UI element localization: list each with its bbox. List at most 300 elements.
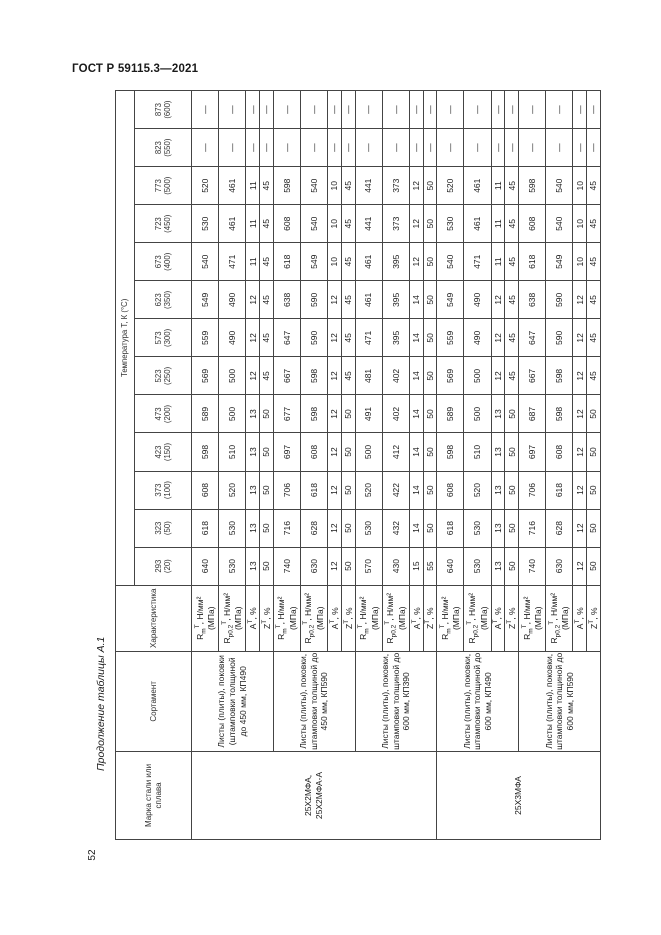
header-sortament: Сортамент xyxy=(116,651,192,751)
value-cell: — xyxy=(300,91,327,129)
value-cell: 608 xyxy=(437,471,464,509)
value-cell: 441 xyxy=(355,167,382,205)
value-cell: 530 xyxy=(355,509,382,547)
value-cell: 45 xyxy=(587,357,601,395)
value-cell: 14 xyxy=(409,319,423,357)
value-cell: 510 xyxy=(219,433,246,471)
value-cell: 15 xyxy=(409,547,423,585)
value-cell: 50 xyxy=(260,509,274,547)
value-cell: 12 xyxy=(573,509,587,547)
value-cell: — xyxy=(423,91,437,129)
header-temperature-2: 373 (100) xyxy=(135,471,192,509)
characteristic-cell: $A^T$, % xyxy=(409,585,423,651)
value-cell: 540 xyxy=(546,167,573,205)
value-cell: 618 xyxy=(437,509,464,547)
value-cell: 12 xyxy=(491,281,505,319)
header-temperature-10: 773 (500) xyxy=(135,167,192,205)
value-cell: 12 xyxy=(246,281,260,319)
value-cell: 590 xyxy=(300,319,327,357)
table-row xyxy=(355,91,382,840)
value-cell: — xyxy=(341,129,355,167)
value-cell: 373 xyxy=(382,167,409,205)
value-cell: 12 xyxy=(409,205,423,243)
value-cell: — xyxy=(246,91,260,129)
value-cell: 608 xyxy=(546,433,573,471)
value-cell: 50 xyxy=(587,471,601,509)
value-cell: 45 xyxy=(505,167,519,205)
value-cell: 50 xyxy=(423,395,437,433)
table-caption: Продолжение таблицы А.1 xyxy=(95,636,107,771)
characteristic-cell: $R_{p0,2}^T$, Н/мм² (МПа) xyxy=(219,585,246,651)
characteristic-cell: $R_{p0,2}^T$, Н/мм² (МПа) xyxy=(300,585,327,651)
value-cell: 45 xyxy=(260,357,274,395)
grade-cell: 25Х2МФА, 25Х2МФА-А xyxy=(192,751,437,839)
value-cell: — xyxy=(437,129,464,167)
value-cell: 490 xyxy=(219,319,246,357)
value-cell: 618 xyxy=(519,243,546,281)
value-cell: 10 xyxy=(328,243,342,281)
value-cell: 10 xyxy=(328,205,342,243)
value-cell: 500 xyxy=(219,395,246,433)
value-cell: 608 xyxy=(519,205,546,243)
value-cell: 395 xyxy=(382,243,409,281)
value-cell: 12 xyxy=(328,471,342,509)
value-cell: 50 xyxy=(423,167,437,205)
value-cell: 530 xyxy=(437,205,464,243)
value-cell: 50 xyxy=(587,509,601,547)
value-cell: 12 xyxy=(409,167,423,205)
sortament-cell: Листы (плиты), поковки, штамповки толщиной до 600 мм, КП590 xyxy=(519,651,601,751)
value-cell: 13 xyxy=(246,509,260,547)
value-cell: 740 xyxy=(519,547,546,585)
value-cell: 45 xyxy=(260,243,274,281)
value-cell: 50 xyxy=(587,547,601,585)
value-cell: 608 xyxy=(300,433,327,471)
value-cell: 50 xyxy=(423,319,437,357)
value-cell: — xyxy=(273,91,300,129)
value-cell: 520 xyxy=(464,471,491,509)
value-cell: — xyxy=(546,91,573,129)
value-cell: 13 xyxy=(491,547,505,585)
value-cell: 590 xyxy=(300,281,327,319)
characteristic-cell: $R_m^T$, Н/мм² (МПа) xyxy=(519,585,546,651)
value-cell: 491 xyxy=(355,395,382,433)
value-cell: — xyxy=(192,129,219,167)
value-cell: 50 xyxy=(587,433,601,471)
value-cell: — xyxy=(464,129,491,167)
value-cell: — xyxy=(219,91,246,129)
value-cell: 549 xyxy=(437,281,464,319)
header-temperature-0: 293 (20) xyxy=(135,547,192,585)
value-cell: 14 xyxy=(409,433,423,471)
value-cell: 45 xyxy=(587,205,601,243)
value-cell: 608 xyxy=(273,205,300,243)
characteristic-cell: $R_{p0,2}^T$, Н/мм² (МПа) xyxy=(382,585,409,651)
header-temperature-1: 323 (50) xyxy=(135,509,192,547)
value-cell: 373 xyxy=(382,205,409,243)
value-cell: 50 xyxy=(505,509,519,547)
characteristic-cell: $R_m^T$, Н/мм² (МПа) xyxy=(355,585,382,651)
characteristic-cell: $A^T$, % xyxy=(573,585,587,651)
value-cell: 520 xyxy=(219,471,246,509)
value-cell: 530 xyxy=(219,509,246,547)
value-cell: 441 xyxy=(355,205,382,243)
value-cell: 50 xyxy=(423,433,437,471)
value-cell: 500 xyxy=(219,357,246,395)
value-cell: 45 xyxy=(260,281,274,319)
value-cell: 608 xyxy=(192,471,219,509)
value-cell: 461 xyxy=(464,205,491,243)
header-temperature-4: 473 (200) xyxy=(135,395,192,433)
value-cell: 12 xyxy=(328,357,342,395)
value-cell: 50 xyxy=(260,471,274,509)
value-cell: 598 xyxy=(437,433,464,471)
value-cell: 12 xyxy=(246,357,260,395)
value-cell: 45 xyxy=(505,243,519,281)
value-cell: 12 xyxy=(328,319,342,357)
value-cell: 638 xyxy=(273,281,300,319)
grade-cell: 25Х3МФА xyxy=(437,751,601,839)
value-cell: 10 xyxy=(573,205,587,243)
characteristic-cell: $A^T$, % xyxy=(328,585,342,651)
value-cell: 10 xyxy=(573,243,587,281)
table-row xyxy=(273,91,300,840)
value-cell: 45 xyxy=(505,319,519,357)
value-cell: 461 xyxy=(219,167,246,205)
table-body xyxy=(192,91,601,840)
value-cell: 590 xyxy=(546,319,573,357)
value-cell: 530 xyxy=(464,547,491,585)
characteristic-cell: $A^T$, % xyxy=(246,585,260,651)
document-header: ГОСТ Р 59115.3—2021 xyxy=(72,63,199,75)
header-characteristic: Характеристика xyxy=(116,585,192,651)
value-cell: 471 xyxy=(219,243,246,281)
value-cell: — xyxy=(505,129,519,167)
value-cell: 520 xyxy=(355,471,382,509)
characteristic-cell: $Z^T$, % xyxy=(505,585,519,651)
header-temperature-3: 423 (150) xyxy=(135,433,192,471)
value-cell: 50 xyxy=(423,509,437,547)
value-cell: — xyxy=(423,129,437,167)
value-cell: 395 xyxy=(382,319,409,357)
header-temperature-12: 873 (600) xyxy=(135,91,192,129)
value-cell: 14 xyxy=(409,281,423,319)
characteristic-cell: $Z^T$, % xyxy=(587,585,601,651)
value-cell: 461 xyxy=(355,243,382,281)
value-cell: 490 xyxy=(219,281,246,319)
page-number: 52 xyxy=(87,849,98,861)
value-cell: 559 xyxy=(437,319,464,357)
value-cell: 14 xyxy=(409,509,423,547)
value-cell: 677 xyxy=(273,395,300,433)
value-cell: 697 xyxy=(519,433,546,471)
value-cell: 50 xyxy=(260,395,274,433)
value-cell: — xyxy=(219,129,246,167)
value-cell: 569 xyxy=(192,357,219,395)
value-cell: — xyxy=(300,129,327,167)
value-cell: — xyxy=(382,129,409,167)
header-temperature-6: 573 (300) xyxy=(135,319,192,357)
value-cell: 45 xyxy=(587,319,601,357)
value-cell: — xyxy=(273,129,300,167)
value-cell: 12 xyxy=(573,471,587,509)
value-cell: 14 xyxy=(409,395,423,433)
characteristic-cell: $R_{p0,2}^T$, Н/мм² (МПа) xyxy=(464,585,491,651)
value-cell: — xyxy=(246,129,260,167)
value-cell: 716 xyxy=(273,509,300,547)
properties-table xyxy=(115,90,601,840)
value-cell: 598 xyxy=(546,357,573,395)
value-cell: — xyxy=(573,129,587,167)
value-cell: 13 xyxy=(246,471,260,509)
value-cell: 50 xyxy=(505,547,519,585)
value-cell: 461 xyxy=(464,167,491,205)
value-cell: 402 xyxy=(382,395,409,433)
value-cell: — xyxy=(587,129,601,167)
value-cell: — xyxy=(409,91,423,129)
value-cell: 12 xyxy=(328,547,342,585)
value-cell: 402 xyxy=(382,357,409,395)
value-cell: 11 xyxy=(491,243,505,281)
value-cell: 490 xyxy=(464,319,491,357)
value-cell: 11 xyxy=(491,205,505,243)
value-cell: 45 xyxy=(587,243,601,281)
value-cell: 12 xyxy=(328,509,342,547)
header-temperature-8: 673 (400) xyxy=(135,243,192,281)
sortament-cell: Листы (плиты), поковки (штамповки толщиной до 450 мм, КП490 xyxy=(192,651,274,751)
value-cell: 13 xyxy=(491,471,505,509)
value-cell: 500 xyxy=(355,433,382,471)
value-cell: — xyxy=(587,91,601,129)
value-cell: 540 xyxy=(437,243,464,281)
rotated-table-frame xyxy=(115,90,601,840)
value-cell: 45 xyxy=(587,167,601,205)
table-row xyxy=(192,91,219,840)
value-cell: 706 xyxy=(519,471,546,509)
value-cell: 500 xyxy=(464,357,491,395)
value-cell: 549 xyxy=(546,243,573,281)
sortament-cell: Листы (плиты), поковки, штамповки толщиной до 600 мм, КП490 xyxy=(437,651,519,751)
sortament-cell: Листы (плиты), поковки, штамповки толщиной до 600 мм, КП390 xyxy=(355,651,437,751)
value-cell: 540 xyxy=(300,205,327,243)
value-cell: 667 xyxy=(519,357,546,395)
value-cell: 50 xyxy=(423,243,437,281)
table-container xyxy=(115,90,601,840)
value-cell: 12 xyxy=(573,357,587,395)
header-temperature-5: 523 (250) xyxy=(135,357,192,395)
value-cell: — xyxy=(546,129,573,167)
value-cell: 45 xyxy=(341,243,355,281)
value-cell: 530 xyxy=(219,547,246,585)
characteristic-cell: $R_{p0,2}^T$, Н/мм² (МПа) xyxy=(546,585,573,651)
value-cell: 45 xyxy=(341,357,355,395)
value-cell: 45 xyxy=(260,319,274,357)
value-cell: 50 xyxy=(423,471,437,509)
value-cell: 500 xyxy=(464,395,491,433)
value-cell: 12 xyxy=(491,357,505,395)
value-cell: 12 xyxy=(491,319,505,357)
characteristic-cell: $Z^T$, % xyxy=(423,585,437,651)
value-cell: 706 xyxy=(273,471,300,509)
value-cell: 618 xyxy=(300,471,327,509)
value-cell: 50 xyxy=(423,281,437,319)
value-cell: 598 xyxy=(546,395,573,433)
value-cell: 45 xyxy=(505,205,519,243)
value-cell: 589 xyxy=(192,395,219,433)
value-cell: — xyxy=(409,129,423,167)
value-cell: 45 xyxy=(587,281,601,319)
value-cell: — xyxy=(573,91,587,129)
value-cell: 490 xyxy=(464,281,491,319)
value-cell: 697 xyxy=(273,433,300,471)
value-cell: 11 xyxy=(246,167,260,205)
value-cell: 12 xyxy=(328,395,342,433)
header-temperature-7: 623 (350) xyxy=(135,281,192,319)
header-grade: Марка стали или сплава xyxy=(116,751,192,839)
value-cell: 13 xyxy=(491,433,505,471)
value-cell: 570 xyxy=(355,547,382,585)
value-cell: 12 xyxy=(328,433,342,471)
characteristic-cell: $R_m^T$, Н/мм² (МПа) xyxy=(192,585,219,651)
value-cell: 630 xyxy=(546,547,573,585)
value-cell: 12 xyxy=(573,319,587,357)
value-cell: 45 xyxy=(260,167,274,205)
value-cell: 50 xyxy=(505,433,519,471)
value-cell: 520 xyxy=(192,167,219,205)
value-cell: — xyxy=(519,91,546,129)
value-cell: 12 xyxy=(246,319,260,357)
value-cell: 13 xyxy=(246,547,260,585)
value-cell: — xyxy=(192,91,219,129)
value-cell: 50 xyxy=(341,471,355,509)
value-cell: 13 xyxy=(491,395,505,433)
value-cell: 45 xyxy=(505,281,519,319)
value-cell: — xyxy=(328,91,342,129)
table-head xyxy=(116,91,192,840)
characteristic-cell: $R_m^T$, Н/мм² (МПа) xyxy=(437,585,464,651)
value-cell: 50 xyxy=(423,357,437,395)
value-cell: 640 xyxy=(192,547,219,585)
value-cell: 45 xyxy=(341,205,355,243)
value-cell: 50 xyxy=(587,395,601,433)
value-cell: 520 xyxy=(437,167,464,205)
value-cell: 50 xyxy=(505,471,519,509)
value-cell: 618 xyxy=(546,471,573,509)
header-temperature-11: 823 (550) xyxy=(135,129,192,167)
value-cell: 530 xyxy=(192,205,219,243)
value-cell: 11 xyxy=(491,167,505,205)
value-cell: 640 xyxy=(437,547,464,585)
value-cell: 13 xyxy=(246,433,260,471)
value-cell: 716 xyxy=(519,509,546,547)
value-cell: 45 xyxy=(260,205,274,243)
value-cell: 50 xyxy=(341,433,355,471)
value-cell: 11 xyxy=(246,205,260,243)
value-cell: — xyxy=(382,91,409,129)
value-cell: 630 xyxy=(300,547,327,585)
value-cell: 50 xyxy=(505,395,519,433)
value-cell: 549 xyxy=(300,243,327,281)
value-cell: 530 xyxy=(464,509,491,547)
value-cell: 12 xyxy=(409,243,423,281)
value-cell: 412 xyxy=(382,433,409,471)
value-cell: 430 xyxy=(382,547,409,585)
value-cell: 628 xyxy=(300,509,327,547)
value-cell: 50 xyxy=(423,205,437,243)
characteristic-cell: $Z^T$, % xyxy=(341,585,355,651)
value-cell: — xyxy=(464,91,491,129)
value-cell: 45 xyxy=(341,319,355,357)
value-cell: — xyxy=(355,91,382,129)
value-cell: — xyxy=(328,129,342,167)
value-cell: — xyxy=(437,91,464,129)
value-cell: 10 xyxy=(573,167,587,205)
header-temperature-9: 723 (450) xyxy=(135,205,192,243)
value-cell: 647 xyxy=(273,319,300,357)
value-cell: — xyxy=(505,91,519,129)
value-cell: — xyxy=(260,91,274,129)
value-cell: 11 xyxy=(246,243,260,281)
value-cell: — xyxy=(491,91,505,129)
sortament-cell: Листы (плиты), поковки, штамповки толщиной до 450 мм, КП590 xyxy=(273,651,355,751)
value-cell: — xyxy=(341,91,355,129)
value-cell: 647 xyxy=(519,319,546,357)
value-cell: 740 xyxy=(273,547,300,585)
value-cell: 687 xyxy=(519,395,546,433)
value-cell: 432 xyxy=(382,509,409,547)
value-cell: 618 xyxy=(273,243,300,281)
value-cell: 618 xyxy=(192,509,219,547)
value-cell: 540 xyxy=(300,167,327,205)
value-cell: — xyxy=(491,129,505,167)
value-cell: 598 xyxy=(300,395,327,433)
value-cell: 50 xyxy=(260,433,274,471)
value-cell: 471 xyxy=(355,319,382,357)
value-cell: — xyxy=(260,129,274,167)
value-cell: 45 xyxy=(505,357,519,395)
value-cell: 12 xyxy=(573,547,587,585)
value-cell: 628 xyxy=(546,509,573,547)
value-cell: — xyxy=(355,129,382,167)
value-cell: 50 xyxy=(260,547,274,585)
value-cell: 461 xyxy=(355,281,382,319)
value-cell: 10 xyxy=(328,167,342,205)
value-cell: 12 xyxy=(573,433,587,471)
value-cell: 14 xyxy=(409,357,423,395)
value-cell: — xyxy=(519,129,546,167)
value-cell: 50 xyxy=(341,395,355,433)
value-cell: 569 xyxy=(437,357,464,395)
value-cell: 549 xyxy=(192,281,219,319)
value-cell: 12 xyxy=(573,395,587,433)
table-row xyxy=(437,91,464,840)
value-cell: 590 xyxy=(546,281,573,319)
value-cell: 461 xyxy=(219,205,246,243)
value-cell: 14 xyxy=(409,471,423,509)
header-temperature-group: Температура Т, К (°С) xyxy=(116,91,135,586)
characteristic-cell: $Z^T$, % xyxy=(260,585,274,651)
value-cell: 12 xyxy=(328,281,342,319)
value-cell: 598 xyxy=(519,167,546,205)
value-cell: 45 xyxy=(341,167,355,205)
value-cell: 638 xyxy=(519,281,546,319)
characteristic-cell: $R_m^T$, Н/мм² (МПа) xyxy=(273,585,300,651)
value-cell: 395 xyxy=(382,281,409,319)
table-row xyxy=(519,91,546,840)
value-cell: 50 xyxy=(341,547,355,585)
value-cell: 540 xyxy=(546,205,573,243)
value-cell: 471 xyxy=(464,243,491,281)
